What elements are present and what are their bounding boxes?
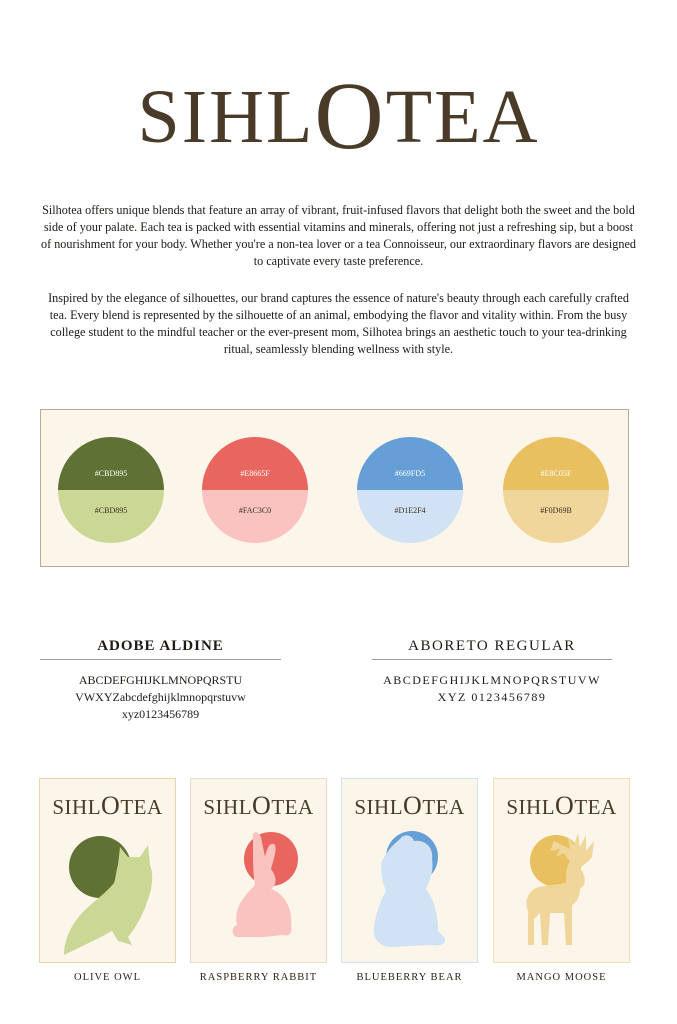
secondary-sample-line-2: XYZ 0123456789 [437,690,547,704]
product-card-raspberry-rabbit [190,778,327,963]
secondary-font-name: ABORETO REGULAR [408,638,576,654]
swatch-raspberry-top [202,437,308,490]
swatch-mango-top-label: #E8C05F [540,469,572,478]
card-logo [40,791,175,821]
bear-silhouette-icon [342,827,479,964]
swatch-blueberry-bottom [357,490,463,543]
product-card-olive-owl [39,778,176,963]
logo-o: O [314,62,386,169]
swatch-olive [58,437,164,543]
card-logo-o: O [252,791,272,820]
card-logo-prefix: SIHL [354,795,404,819]
swatch-mango-bottom [503,490,609,543]
product-label-raspberry-rabbit: RASPBERRY RABBIT [199,972,318,983]
primary-sample-line-2: VWXYZabcdefghijklmnopqrstuvw [75,690,246,704]
primary-sample-line-1: ABCDEFGHIJKLMNOPQRSTU [78,673,243,687]
swatch-raspberry-bottom [202,490,308,543]
logo-suffix: TEA [385,75,540,159]
product-label-mango-moose: MANGO MOOSE [516,972,607,983]
card-logo-suffix: TEA [271,795,314,819]
product-card-mango-moose [493,778,630,963]
moose-silhouette-icon [494,827,631,964]
swatch-raspberry-bottom-label: #FAC3C0 [238,506,272,515]
swatch-olive-bottom-label: #CBD895 [94,506,128,515]
logo-prefix: SIHL [137,75,315,159]
card-logo-o: O [403,791,423,820]
swatch-mango-bottom-label: #F0D69B [540,506,572,515]
description-paragraph-1: Silhotea offers unique blends that feature an array of vibrant, fruit-infused flavors that delight both the sweet and the bold side of your palate. Each tea is packed with essential vitamins and minerals, offering not just a refreshing sip, but a boost of nourishment for your body. Whether you're a non-tea lover or a tea Connoisseur, our extraordinary flavors are designed to captivate every taste preference. [41,203,636,268]
swatch-olive-bottom [58,490,164,543]
primary-font-sample [40,672,281,723]
description-paragraph-2: Inspired by the elegance of silhouettes, our brand captures the essence of nature's beauty through each carefully crafted tea. Every blend is represented by the silhouette of an animal, embodying the flavor and vitality within. From the busy college student to the mindful teacher or the ever-present mom, Silhotea brings an aesthetic touch to your tea-drinking ritual, seamlessly blending wellness with style. [48,291,629,356]
primary-font-divider [40,659,281,660]
card-logo-prefix: SIHL [506,795,556,819]
swatch-blueberry [357,437,463,543]
card-logo-suffix: TEA [120,795,163,819]
product-card-blueberry-bear [341,778,478,963]
swatch-olive-top [58,437,164,490]
card-logo-o: O [555,791,575,820]
swatch-blueberry-bottom-label: #D1E2F4 [394,506,426,515]
swatch-blueberry-top [357,437,463,490]
swatch-olive-top-label: #CBD895 [94,469,128,478]
product-label-olive-owl: OLIVE OWL [73,972,142,983]
card-logo [342,791,477,821]
card-logo-prefix: SIHL [203,795,253,819]
secondary-font-sample [372,672,612,706]
card-logo-suffix: TEA [422,795,465,819]
swatch-mango [503,437,609,543]
swatch-blueberry-top-label: #669FD5 [394,469,426,478]
rabbit-silhouette-icon [191,827,328,964]
card-logo-suffix: TEA [574,795,617,819]
swatch-raspberry [202,437,308,543]
primary-sample-line-3: xyz0123456789 [121,707,200,721]
card-logo-o: O [101,791,121,820]
secondary-sample-line-1: ABCDEFGHIJKLMNOPQRSTUVW [383,673,601,687]
card-logo [191,791,326,821]
owl-silhouette-icon [40,827,177,964]
product-label-blueberry-bear: BLUEBERRY BEAR [356,972,463,983]
swatch-raspberry-top-label: #E8665F [240,469,270,478]
card-logo-prefix: SIHL [52,795,102,819]
primary-font-name: ADOBE ALDINE [97,638,224,654]
swatch-mango-top [503,437,609,490]
brand-logo [0,62,677,169]
color-palette-panel [40,409,629,567]
secondary-font-divider [372,659,612,660]
card-logo [494,791,629,821]
